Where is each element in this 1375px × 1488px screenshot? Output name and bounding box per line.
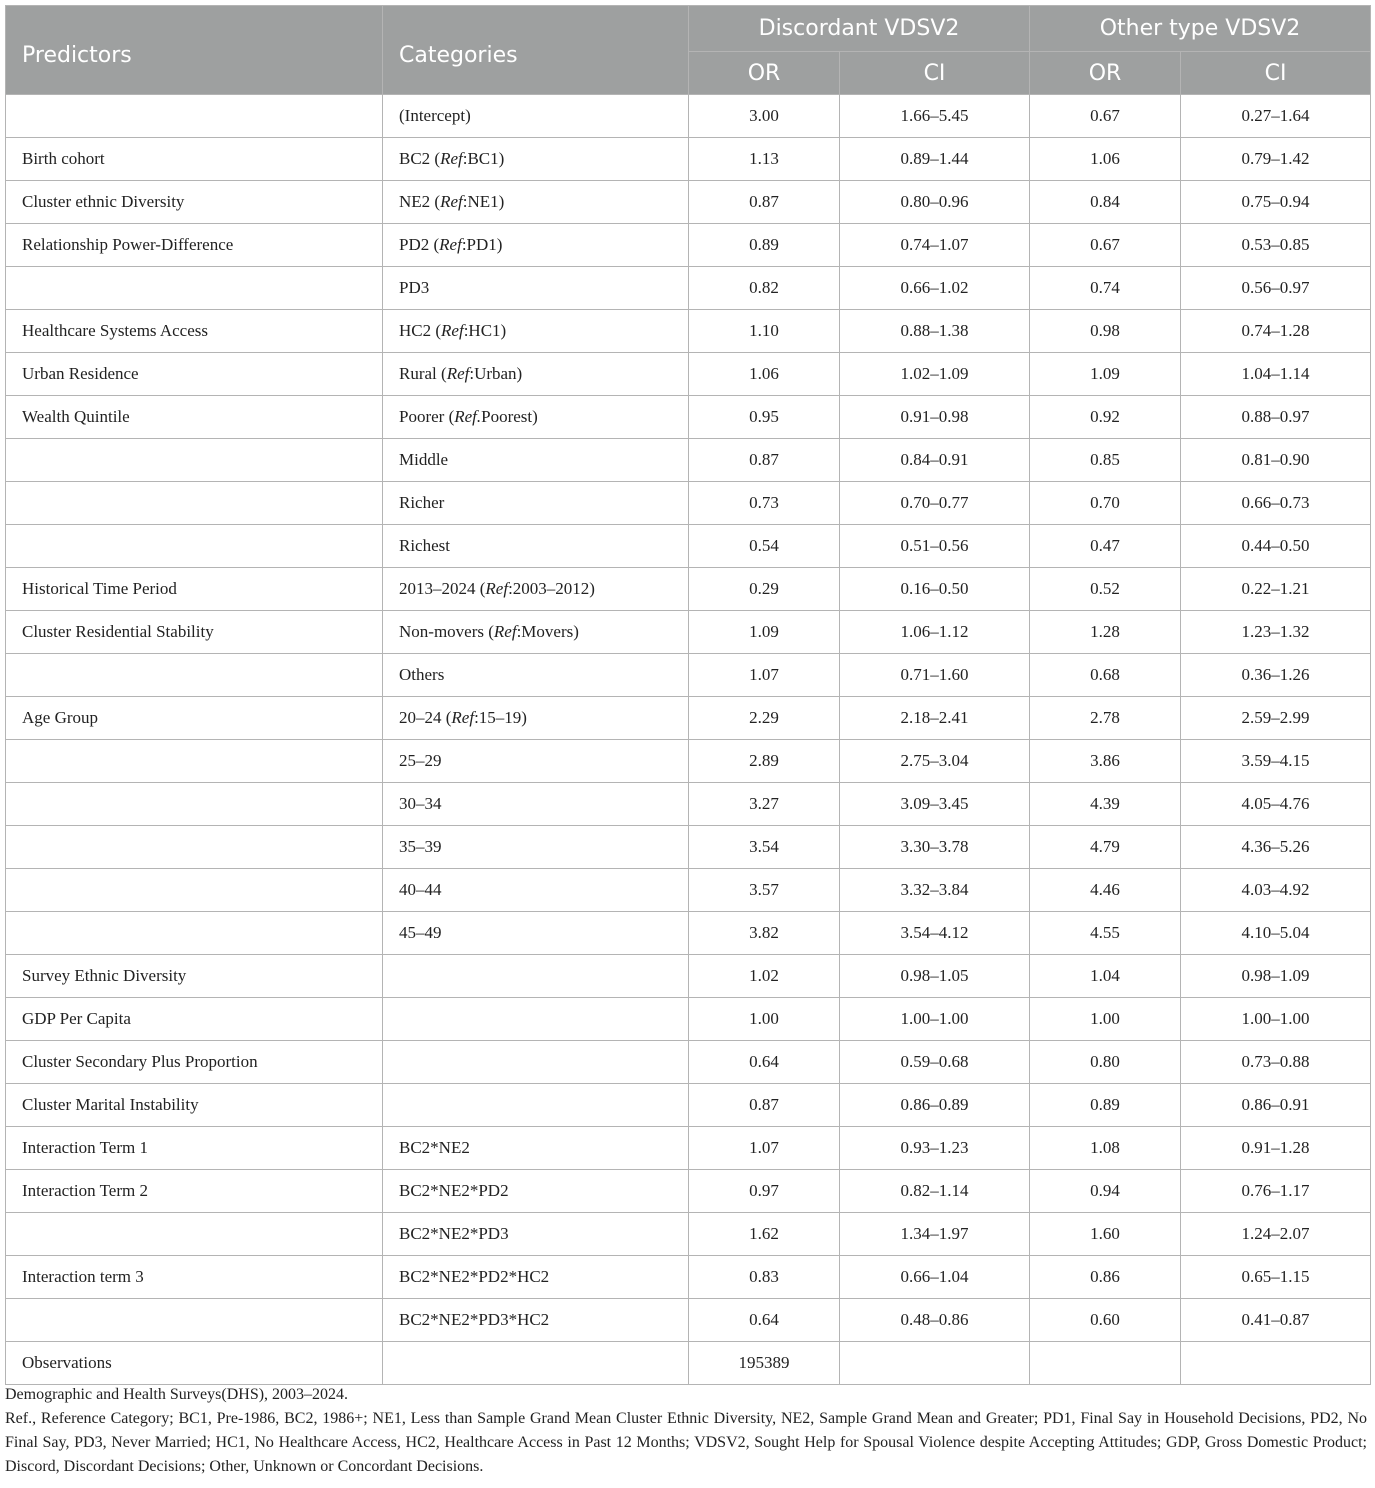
predictor-cell — [6, 869, 383, 912]
ci-discordant-cell: 0.86–0.89 — [840, 1084, 1030, 1127]
or-other-cell: 0.85 — [1030, 439, 1181, 482]
predictor-cell: Wealth Quintile — [6, 396, 383, 439]
predictor-cell: Cluster Secondary Plus Proportion — [6, 1041, 383, 1084]
predictor-cell — [6, 439, 383, 482]
or-other-cell: 0.68 — [1030, 654, 1181, 697]
category-cell — [383, 1299, 689, 1342]
observations-empty-ci2 — [1181, 1342, 1371, 1385]
or-discordant-cell: 3.27 — [689, 783, 840, 826]
ci-other-cell: 0.65–1.15 — [1181, 1256, 1371, 1299]
ci-discordant-cell: 0.84–0.91 — [840, 439, 1030, 482]
category-cell — [383, 353, 689, 396]
ci-other-cell: 0.98–1.09 — [1181, 955, 1371, 998]
ci-discordant-cell: 0.16–0.50 — [840, 568, 1030, 611]
category-cell — [383, 611, 689, 654]
ci-other-cell: 4.10–5.04 — [1181, 912, 1371, 955]
ci-discordant-cell: 0.89–1.44 — [840, 138, 1030, 181]
category-ref-text: :Urban) — [469, 364, 523, 383]
category-cell — [383, 267, 689, 310]
ci-discordant-cell: 0.48–0.86 — [840, 1299, 1030, 1342]
table-row — [6, 138, 1371, 181]
or-other-cell: 0.84 — [1030, 181, 1181, 224]
table-row — [6, 1041, 1371, 1084]
or-discordant-cell: 0.87 — [689, 439, 840, 482]
ci-other-cell: 0.36–1.26 — [1181, 654, 1371, 697]
or-other-cell: 0.74 — [1030, 267, 1181, 310]
ci-other-cell: 4.36–5.26 — [1181, 826, 1371, 869]
predictor-cell: Interaction Term 2 — [6, 1170, 383, 1213]
table-row — [6, 697, 1371, 740]
predictor-cell: Survey Ethnic Diversity — [6, 955, 383, 998]
predictor-cell: Historical Time Period — [6, 568, 383, 611]
ci-other-cell: 0.75–0.94 — [1181, 181, 1371, 224]
category-cell — [383, 568, 689, 611]
category-cell — [383, 1256, 689, 1299]
table-row — [6, 869, 1371, 912]
table-row — [6, 568, 1371, 611]
category-cell — [383, 740, 689, 783]
ci-other-cell: 2.59–2.99 — [1181, 697, 1371, 740]
or-discordant-cell: 0.73 — [689, 482, 840, 525]
category-cell — [383, 783, 689, 826]
category-text: PD3 — [399, 278, 430, 297]
predictor-cell — [6, 912, 383, 955]
ci-other-cell: 1.00–1.00 — [1181, 998, 1371, 1041]
category-cell — [383, 95, 689, 138]
category-cell — [383, 1084, 689, 1127]
or-other-cell: 0.70 — [1030, 482, 1181, 525]
category-text: 20–24 ( — [399, 708, 452, 727]
category-ref-label: Ref — [493, 622, 517, 641]
category-text: Middle — [399, 450, 449, 469]
ci-discordant-cell: 0.51–0.56 — [840, 525, 1030, 568]
predictor-cell — [6, 783, 383, 826]
ci-other-cell: 0.27–1.64 — [1181, 95, 1371, 138]
category-cell — [383, 482, 689, 525]
ci-other-cell: 4.05–4.76 — [1181, 783, 1371, 826]
ci-other-cell: 0.88–0.97 — [1181, 396, 1371, 439]
predictor-cell: Age Group — [6, 697, 383, 740]
observations-category-empty — [383, 1342, 689, 1385]
category-text: Rural ( — [399, 364, 447, 383]
ci-other-cell: 1.23–1.32 — [1181, 611, 1371, 654]
or-other-cell: 0.92 — [1030, 396, 1181, 439]
predictor-cell — [6, 740, 383, 783]
observations-value: 195389 — [689, 1342, 840, 1385]
or-other-cell: 0.89 — [1030, 1084, 1181, 1127]
category-ref-text: :2003–2012) — [508, 579, 595, 598]
category-ref-text: :PD1) — [461, 235, 503, 254]
category-ref-label: Ref — [451, 708, 475, 727]
predictor-cell — [6, 826, 383, 869]
category-text: Non-movers ( — [399, 622, 494, 641]
ci-other-cell: 0.56–0.97 — [1181, 267, 1371, 310]
category-cell — [383, 955, 689, 998]
predictor-cell — [6, 267, 383, 310]
ci-other-cell: 0.74–1.28 — [1181, 310, 1371, 353]
or-other-cell: 4.79 — [1030, 826, 1181, 869]
or-discordant-cell: 0.97 — [689, 1170, 840, 1213]
category-text: Richer — [399, 493, 445, 512]
or-other-cell: 1.28 — [1030, 611, 1181, 654]
or-other-cell: 1.04 — [1030, 955, 1181, 998]
or-other-cell: 3.86 — [1030, 740, 1181, 783]
or-other-cell: 0.52 — [1030, 568, 1181, 611]
observations-empty-ci1 — [840, 1342, 1030, 1385]
table-row — [6, 998, 1371, 1041]
or-other-cell: 4.55 — [1030, 912, 1181, 955]
or-other-cell: 0.86 — [1030, 1256, 1181, 1299]
header-or-discordant: OR — [689, 52, 840, 95]
category-text: HC2 ( — [399, 321, 442, 340]
table-row — [6, 1256, 1371, 1299]
ci-discordant-cell: 3.09–3.45 — [840, 783, 1030, 826]
ci-discordant-cell: 2.18–2.41 — [840, 697, 1030, 740]
header-or-other: OR — [1030, 52, 1181, 95]
table-row — [6, 224, 1371, 267]
or-discordant-cell: 1.07 — [689, 654, 840, 697]
ci-other-cell: 0.22–1.21 — [1181, 568, 1371, 611]
category-cell — [383, 138, 689, 181]
category-text: Poorer ( — [399, 407, 455, 426]
or-discordant-cell: 0.82 — [689, 267, 840, 310]
predictor-cell — [6, 525, 383, 568]
table-row — [6, 955, 1371, 998]
predictor-cell — [6, 1213, 383, 1256]
or-other-cell: 1.09 — [1030, 353, 1181, 396]
ci-discordant-cell: 0.66–1.04 — [840, 1256, 1030, 1299]
predictor-cell: Urban Residence — [6, 353, 383, 396]
category-cell — [383, 525, 689, 568]
predictor-cell: Cluster Residential Stability — [6, 611, 383, 654]
ci-discordant-cell: 1.00–1.00 — [840, 998, 1030, 1041]
or-other-cell: 0.94 — [1030, 1170, 1181, 1213]
category-cell — [383, 1170, 689, 1213]
header-ci-other: CI — [1181, 52, 1371, 95]
ci-other-cell: 0.73–0.88 — [1181, 1041, 1371, 1084]
observations-empty-or2 — [1030, 1342, 1181, 1385]
category-text: (Intercept) — [399, 106, 471, 125]
or-other-cell: 0.98 — [1030, 310, 1181, 353]
or-discordant-cell: 0.29 — [689, 568, 840, 611]
category-cell — [383, 1213, 689, 1256]
category-text: Others — [399, 665, 445, 684]
category-ref-label: Ref — [440, 149, 463, 168]
category-cell — [383, 654, 689, 697]
category-cell — [383, 396, 689, 439]
category-text: BC2*NE2*PD2 — [399, 1181, 509, 1200]
predictor-cell: Healthcare Systems Access — [6, 310, 383, 353]
table-row — [6, 95, 1371, 138]
category-text: BC2*NE2*PD2*HC2 — [399, 1267, 550, 1286]
ci-other-cell: 1.04–1.14 — [1181, 353, 1371, 396]
table-row — [6, 783, 1371, 826]
or-other-cell: 0.67 — [1030, 95, 1181, 138]
header-other-type-vdsv2: Other type VDSV2 — [1030, 6, 1371, 52]
ci-other-cell: 0.81–0.90 — [1181, 439, 1371, 482]
ci-other-cell: 0.76–1.17 — [1181, 1170, 1371, 1213]
or-discordant-cell: 3.57 — [689, 869, 840, 912]
or-discordant-cell: 0.95 — [689, 396, 840, 439]
category-ref-label: Ref — [440, 192, 463, 211]
or-discordant-cell: 0.54 — [689, 525, 840, 568]
ci-discordant-cell: 0.93–1.23 — [840, 1127, 1030, 1170]
category-ref-text: :HC1) — [463, 321, 507, 340]
table-row — [6, 482, 1371, 525]
category-text: NE2 ( — [399, 192, 441, 211]
ci-discordant-cell: 1.66–5.45 — [840, 95, 1030, 138]
or-discordant-cell: 1.07 — [689, 1127, 840, 1170]
predictor-cell: GDP Per Capita — [6, 998, 383, 1041]
ci-discordant-cell: 1.06–1.12 — [840, 611, 1030, 654]
category-text: BC2*NE2 — [399, 1138, 470, 1157]
predictor-cell: Interaction Term 1 — [6, 1127, 383, 1170]
observations-label: Observations — [6, 1342, 383, 1385]
or-other-cell: 1.08 — [1030, 1127, 1181, 1170]
or-discordant-cell: 0.64 — [689, 1041, 840, 1084]
ci-other-cell: 0.79–1.42 — [1181, 138, 1371, 181]
header-discordant-vdsv2: Discordant VDSV2 — [689, 6, 1030, 52]
or-discordant-cell: 2.89 — [689, 740, 840, 783]
category-cell — [383, 1127, 689, 1170]
table-row — [6, 654, 1371, 697]
table-row — [6, 611, 1371, 654]
table-row — [6, 1213, 1371, 1256]
or-discordant-cell: 0.87 — [689, 1084, 840, 1127]
category-text: PD2 ( — [399, 235, 440, 254]
category-cell — [383, 697, 689, 740]
category-ref-text: :BC1) — [462, 149, 505, 168]
table-header — [6, 6, 1371, 95]
or-other-cell: 1.00 — [1030, 998, 1181, 1041]
category-text: 25–29 — [399, 751, 442, 770]
or-other-cell: 0.60 — [1030, 1299, 1181, 1342]
category-cell — [383, 181, 689, 224]
predictor-cell — [6, 482, 383, 525]
or-discordant-cell: 3.82 — [689, 912, 840, 955]
or-other-cell: 4.46 — [1030, 869, 1181, 912]
table-row — [6, 740, 1371, 783]
table-row — [6, 181, 1371, 224]
ci-discordant-cell: 0.71–1.60 — [840, 654, 1030, 697]
ci-other-cell: 0.66–0.73 — [1181, 482, 1371, 525]
table-row — [6, 439, 1371, 482]
abbreviations-note: Ref., Reference Category; BC1, Pre-1986, BC2, 1986+; NE1, Less than Sample Grand Mean Cluster Ethnic Diversity, NE2, Sample Grand Mean and Greater; PD1, Final Say in Household Decisions, PD2, No Final Say, PD3, Never Married; HC1, No Healthcare Access, HC2, Healthcare Access in Past 12 Months; VDSV2, Sought Help for Spousal Violence despite Accepting Attitudes; GDP, Gross Domestic Product; Discord, Discordant Decisions; Other, Unknown or Concordant Decisions. — [5, 1410, 1367, 1475]
table-row — [6, 267, 1371, 310]
or-discordant-cell: 1.06 — [689, 353, 840, 396]
ci-discordant-cell: 0.91–0.98 — [840, 396, 1030, 439]
or-other-cell: 2.78 — [1030, 697, 1181, 740]
table-row — [6, 310, 1371, 353]
category-text: 2013–2024 ( — [399, 579, 486, 598]
header-predictors: Predictors — [6, 6, 383, 95]
or-discordant-cell: 0.87 — [689, 181, 840, 224]
category-cell — [383, 869, 689, 912]
ci-discordant-cell: 0.88–1.38 — [840, 310, 1030, 353]
or-discordant-cell: 1.09 — [689, 611, 840, 654]
category-text: 40–44 — [399, 880, 442, 899]
or-other-cell: 4.39 — [1030, 783, 1181, 826]
ci-discordant-cell: 0.70–0.77 — [840, 482, 1030, 525]
table-row — [6, 353, 1371, 396]
category-cell — [383, 1041, 689, 1084]
predictor-cell: Cluster Marital Instability — [6, 1084, 383, 1127]
or-other-cell: 0.67 — [1030, 224, 1181, 267]
category-ref-label: Ref — [446, 364, 470, 383]
or-discordant-cell: 1.13 — [689, 138, 840, 181]
category-text: 30–34 — [399, 794, 442, 813]
category-cell — [383, 224, 689, 267]
table-row — [6, 525, 1371, 568]
predictor-cell — [6, 1299, 383, 1342]
category-ref-label: Ref. — [454, 407, 482, 426]
ci-discordant-cell: 0.74–1.07 — [840, 224, 1030, 267]
predictor-cell: Relationship Power-Difference — [6, 224, 383, 267]
ci-other-cell: 4.03–4.92 — [1181, 869, 1371, 912]
category-ref-text: :15–19) — [474, 708, 527, 727]
ci-other-cell: 0.41–0.87 — [1181, 1299, 1371, 1342]
predictor-cell — [6, 95, 383, 138]
table-row — [6, 1084, 1371, 1127]
or-discordant-cell: 1.02 — [689, 955, 840, 998]
ci-discordant-cell: 0.59–0.68 — [840, 1041, 1030, 1084]
or-discordant-cell: 1.00 — [689, 998, 840, 1041]
category-text: BC2 ( — [399, 149, 441, 168]
results-table-container — [5, 5, 1370, 1385]
ci-discordant-cell: 3.32–3.84 — [840, 869, 1030, 912]
ci-other-cell: 3.59–4.15 — [1181, 740, 1371, 783]
ci-discordant-cell: 2.75–3.04 — [840, 740, 1030, 783]
results-table — [5, 5, 1371, 1385]
ci-discordant-cell: 0.80–0.96 — [840, 181, 1030, 224]
ci-other-cell: 0.91–1.28 — [1181, 1127, 1371, 1170]
or-discordant-cell: 3.00 — [689, 95, 840, 138]
or-discordant-cell: 3.54 — [689, 826, 840, 869]
table-row — [6, 826, 1371, 869]
or-discordant-cell: 2.29 — [689, 697, 840, 740]
table-notes — [5, 1383, 1367, 1479]
category-ref-label: Ref — [485, 579, 509, 598]
source-note: Demographic and Health Surveys(DHS), 2003–2024. — [5, 1386, 349, 1403]
table-row — [6, 396, 1371, 439]
header-categories: Categories — [383, 6, 689, 95]
ci-discordant-cell: 1.34–1.97 — [840, 1213, 1030, 1256]
ci-other-cell: 0.53–0.85 — [1181, 224, 1371, 267]
ci-other-cell: 0.86–0.91 — [1181, 1084, 1371, 1127]
table-row — [6, 1127, 1371, 1170]
header-ci-discordant: CI — [840, 52, 1030, 95]
category-ref-text: :NE1) — [462, 192, 505, 211]
category-ref-label: Ref — [441, 321, 464, 340]
predictor-cell — [6, 654, 383, 697]
category-cell — [383, 439, 689, 482]
ci-discordant-cell: 0.98–1.05 — [840, 955, 1030, 998]
or-discordant-cell: 1.62 — [689, 1213, 840, 1256]
predictor-cell: Interaction term 3 — [6, 1256, 383, 1299]
table-body — [6, 95, 1371, 1385]
category-text: 35–39 — [399, 837, 442, 856]
or-other-cell: 1.60 — [1030, 1213, 1181, 1256]
or-discordant-cell: 0.64 — [689, 1299, 840, 1342]
table-row — [6, 912, 1371, 955]
category-text: BC2*NE2*PD3*HC2 — [399, 1310, 550, 1329]
ci-discordant-cell: 3.54–4.12 — [840, 912, 1030, 955]
table-row — [6, 1299, 1371, 1342]
category-ref-text: Poorest) — [481, 407, 538, 426]
ci-other-cell: 1.24–2.07 — [1181, 1213, 1371, 1256]
category-ref-text: :Movers) — [516, 622, 579, 641]
category-text: BC2*NE2*PD3 — [399, 1224, 509, 1243]
observations-row — [6, 1342, 1371, 1385]
ci-discordant-cell: 0.66–1.02 — [840, 267, 1030, 310]
ci-discordant-cell: 1.02–1.09 — [840, 353, 1030, 396]
category-cell — [383, 998, 689, 1041]
category-cell — [383, 310, 689, 353]
or-discordant-cell: 1.10 — [689, 310, 840, 353]
category-ref-label: Ref — [439, 235, 462, 254]
or-other-cell: 0.80 — [1030, 1041, 1181, 1084]
category-cell — [383, 912, 689, 955]
ci-discordant-cell: 0.82–1.14 — [840, 1170, 1030, 1213]
predictor-cell: Cluster ethnic Diversity — [6, 181, 383, 224]
category-text: 45–49 — [399, 923, 442, 942]
predictor-cell: Birth cohort — [6, 138, 383, 181]
or-discordant-cell: 0.83 — [689, 1256, 840, 1299]
or-other-cell: 0.47 — [1030, 525, 1181, 568]
ci-discordant-cell: 3.30–3.78 — [840, 826, 1030, 869]
ci-other-cell: 0.44–0.50 — [1181, 525, 1371, 568]
or-other-cell: 1.06 — [1030, 138, 1181, 181]
category-text: Richest — [399, 536, 450, 555]
table-row — [6, 1170, 1371, 1213]
category-cell — [383, 826, 689, 869]
or-discordant-cell: 0.89 — [689, 224, 840, 267]
